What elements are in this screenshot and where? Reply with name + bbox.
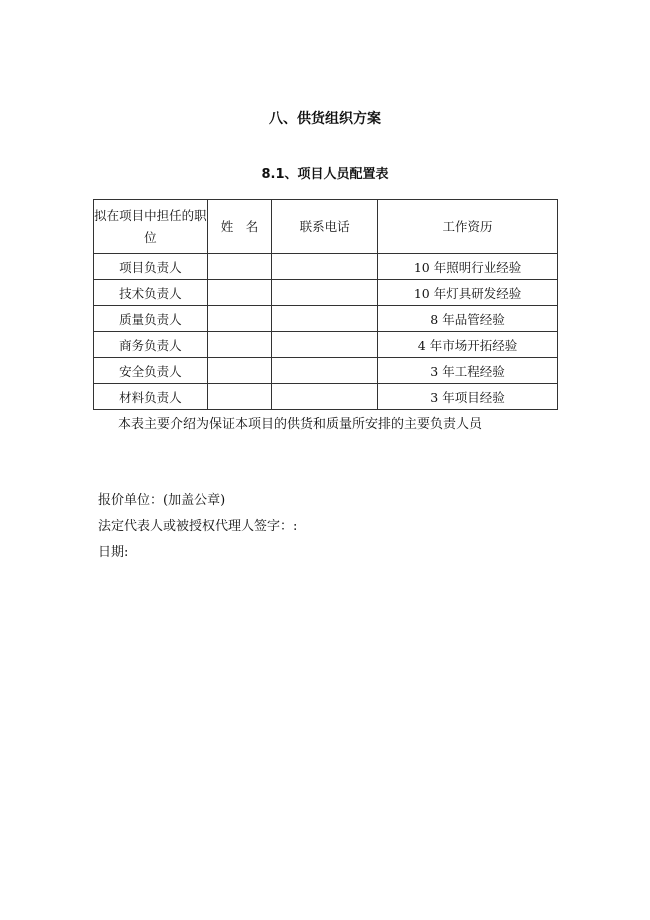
cell-position: 商务负责人 — [94, 332, 208, 358]
table-row — [94, 306, 558, 332]
cell-name — [207, 384, 272, 410]
cell-position: 材料负责人 — [94, 384, 208, 410]
table-note: 本表主要介绍为保证本项目的供货和质量所安排的主要负责人员 — [118, 417, 483, 432]
header-phone: 联系电话 — [272, 200, 378, 254]
cell-position: 技术负责人 — [94, 280, 208, 306]
table-row — [94, 384, 558, 410]
header-position: 拟在项目中担任的职位 — [94, 200, 208, 254]
table-header-row — [94, 200, 558, 254]
cell-experience: 8 年品管经验 — [378, 306, 558, 332]
header-experience: 工作资历 — [378, 200, 558, 254]
cell-name — [207, 254, 272, 280]
table-row — [94, 280, 558, 306]
cell-experience: 10 年照明行业经验 — [378, 254, 558, 280]
table-title: 8.1、项目人员配置表 — [261, 167, 389, 182]
cell-name — [207, 358, 272, 384]
cell-phone — [272, 254, 378, 280]
date-line: 日期: — [98, 545, 129, 560]
staff-config-table — [93, 199, 558, 410]
table-row — [94, 358, 558, 384]
cell-phone — [272, 332, 378, 358]
cell-phone — [272, 280, 378, 306]
representative-signature-line: 法定代表人或被授权代理人签字：: — [98, 519, 298, 534]
section-title: 八、供货组织方案 — [269, 111, 381, 127]
table-row — [94, 332, 558, 358]
cell-name — [207, 332, 272, 358]
cell-name — [207, 280, 272, 306]
cell-phone — [272, 306, 378, 332]
cell-position: 质量负责人 — [94, 306, 208, 332]
table-row — [94, 254, 558, 280]
bidder-line: 报价单位：(加盖公章) — [98, 493, 226, 508]
cell-experience: 3 年工程经验 — [378, 358, 558, 384]
cell-experience: 10 年灯具研发经验 — [378, 280, 558, 306]
cell-position: 项目负责人 — [94, 254, 208, 280]
cell-name — [207, 306, 272, 332]
cell-phone — [272, 358, 378, 384]
cell-position: 安全负责人 — [94, 358, 208, 384]
cell-phone — [272, 384, 378, 410]
cell-experience: 4 年市场开拓经验 — [378, 332, 558, 358]
cell-experience: 3 年项目经验 — [378, 384, 558, 410]
header-name: 姓 名 — [207, 200, 272, 254]
